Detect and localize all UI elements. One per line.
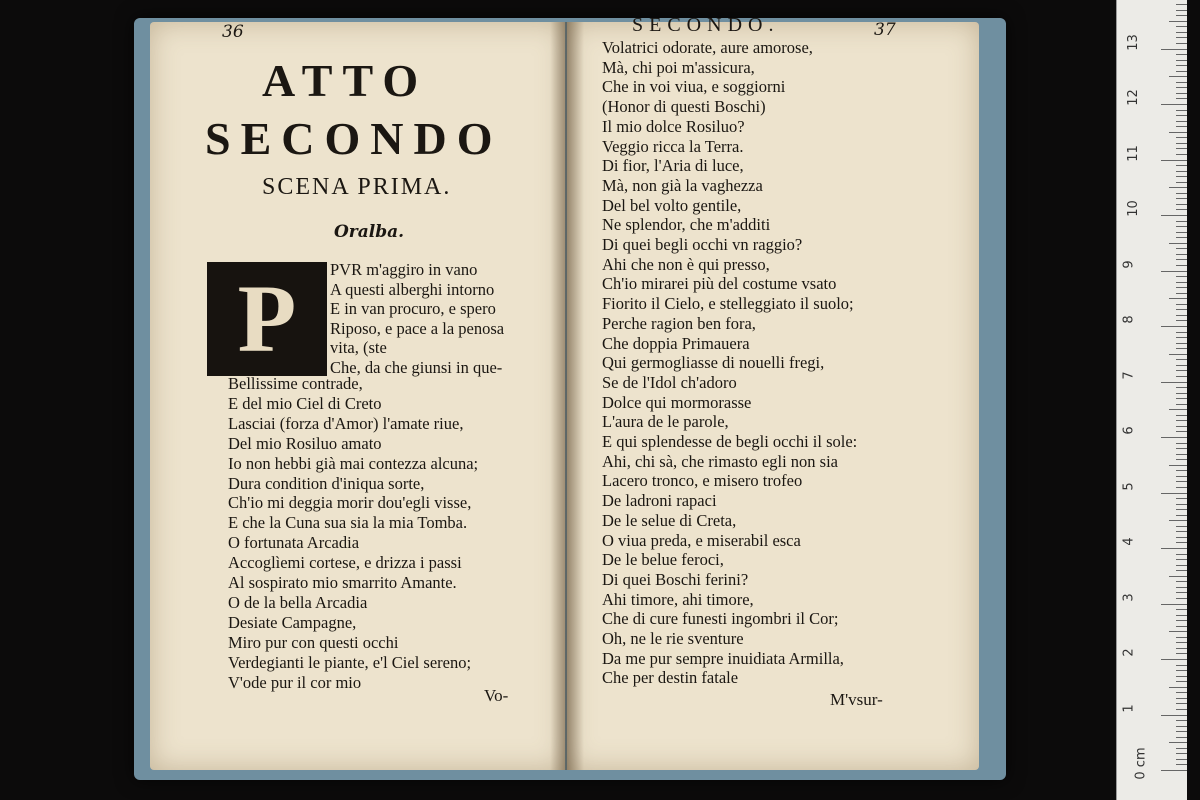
- ruler-tick: [1176, 720, 1187, 721]
- ruler-tick: [1161, 715, 1187, 716]
- ruler-tick: [1176, 276, 1187, 277]
- running-head: SECONDO.: [632, 14, 780, 36]
- ruler-tick: [1176, 121, 1187, 122]
- ruler-tick: [1169, 21, 1187, 22]
- ruler-tick: [1176, 448, 1187, 449]
- ruler-tick: [1176, 359, 1187, 360]
- ruler-tick: [1176, 698, 1187, 699]
- verse-line: Del mio Rosiluo amato: [228, 433, 382, 453]
- ruler-tick: [1176, 670, 1187, 671]
- verse-line: Veggio ricca la Terra.: [602, 136, 744, 156]
- verse-line: A questi alberghi intorno: [330, 279, 495, 299]
- ruler-tick: [1176, 265, 1187, 266]
- ruler-tick: [1176, 65, 1187, 66]
- ruler-tick: [1176, 526, 1187, 527]
- ruler-tick: [1176, 26, 1187, 27]
- ruler-tick: [1169, 465, 1187, 466]
- verse-line: Riposo, e pace a la penosa: [330, 318, 505, 338]
- verse-line: Miro pur con questi occhi: [228, 632, 399, 652]
- ruler-tick: [1161, 215, 1187, 216]
- decorated-initial: [207, 262, 327, 376]
- verse-line: Di fior, l'Aria di luce,: [602, 156, 744, 176]
- ruler-tick: [1176, 209, 1187, 210]
- ruler-tick: [1176, 609, 1187, 610]
- ruler-tick: [1176, 559, 1187, 560]
- verse-line: Dura condition d'iniqua sorte,: [228, 473, 425, 493]
- ruler-tick: [1161, 382, 1187, 383]
- verse-line: Desiate Campagne,: [228, 612, 357, 632]
- ruler-tick: [1176, 387, 1187, 388]
- ruler-tick: [1161, 548, 1187, 549]
- ruler-tick: [1176, 626, 1187, 627]
- verse-line: Ahi che non è qui presso,: [602, 254, 770, 274]
- verse-line: E qui splendesse de begli occhi il sole:: [602, 432, 858, 451]
- ruler-number: 2: [1121, 648, 1137, 657]
- ruler-tick: [1176, 542, 1187, 543]
- ruler-tick: [1176, 498, 1187, 499]
- ruler-tick: [1169, 187, 1187, 188]
- verse-line: Oh, ne le rie sventure: [602, 629, 744, 648]
- ruler-tick: [1176, 87, 1187, 88]
- ruler-tick: [1176, 509, 1187, 510]
- ruler-tick: [1176, 592, 1187, 593]
- verse-line: V'ode pur il cor mio: [228, 672, 362, 692]
- ruler-tick: [1176, 10, 1187, 11]
- ruler-tick: [1176, 82, 1187, 83]
- ruler-tick: [1176, 259, 1187, 260]
- left-page-number: 36: [222, 22, 244, 42]
- ruler-tick: [1176, 642, 1187, 643]
- verse-line: Se de l'Idol ch'adoro: [602, 372, 737, 392]
- ruler-number: 6: [1121, 426, 1137, 435]
- ruler-tick: [1176, 60, 1187, 61]
- ruler-tick: [1161, 271, 1187, 272]
- verse-line: Perche ragion ben fora,: [602, 313, 756, 333]
- verse-line: Lasciai (forza d'Amor) l'amate riue,: [228, 413, 464, 433]
- ruler-tick: [1176, 93, 1187, 94]
- verse-line: Verdegianti le piante, e'l Ciel sereno;: [228, 652, 472, 672]
- ruler-tick: [1176, 237, 1187, 238]
- speaker-name: Oralba.: [334, 222, 405, 242]
- verse-line: De ladroni rapaci: [602, 491, 717, 511]
- ruler-tick: [1169, 576, 1187, 577]
- ruler-tick: [1176, 420, 1187, 421]
- ruler-tick: [1176, 71, 1187, 72]
- verse-line: Qui germogliasse di nouelli fregi,: [602, 353, 825, 373]
- ruler-tick: [1176, 137, 1187, 138]
- ruler-tick: [1161, 770, 1187, 771]
- ruler-tick: [1176, 32, 1187, 33]
- ruler-tick: [1169, 243, 1187, 244]
- ruler-tick: [1176, 154, 1187, 155]
- ruler-tick: [1176, 692, 1187, 693]
- verse-line: (Honor di questi Boschi): [602, 97, 766, 117]
- ruler-number: 13: [1125, 33, 1141, 51]
- ruler-tick: [1176, 343, 1187, 344]
- ruler-number: 8: [1121, 315, 1137, 324]
- ruler-tick: [1176, 598, 1187, 599]
- ruler-tick: [1176, 287, 1187, 288]
- verse-line: Che doppia Primauera: [602, 333, 750, 353]
- ruler-tick: [1161, 326, 1187, 327]
- verse-line: O de la bella Arcadia: [228, 592, 368, 612]
- ruler-tick: [1176, 415, 1187, 416]
- ruler-tick: [1176, 320, 1187, 321]
- ruler-tick: [1161, 659, 1187, 660]
- ruler-tick: [1176, 565, 1187, 566]
- ruler-tick: [1169, 76, 1187, 77]
- ruler-number: 1: [1121, 703, 1137, 713]
- ruler-tick: [1161, 604, 1187, 605]
- verse-line: L'aura de le parole,: [602, 412, 729, 432]
- verse-line: Fiorito il Cielo, e stelleggiato il suolo;: [602, 294, 854, 314]
- ruler-tick: [1176, 193, 1187, 194]
- verse-line: Il mio dolce Rosiluo?: [602, 116, 745, 136]
- ruler-tick: [1176, 332, 1187, 333]
- ruler-tick: [1176, 248, 1187, 249]
- ruler-tick: [1176, 615, 1187, 616]
- verse-line: Ahi, chi sà, che rimasto egli non sia: [602, 451, 838, 471]
- ruler-tick: [1176, 348, 1187, 349]
- ruler-tick: [1176, 648, 1187, 649]
- ruler-number: 7: [1121, 370, 1137, 380]
- verse-line: Ahi timore, ahi timore,: [602, 589, 754, 609]
- ruler-number: 12: [1125, 89, 1141, 106]
- initial-letter: P: [237, 265, 297, 372]
- ruler-tick: [1176, 443, 1187, 444]
- ruler-tick: [1169, 631, 1187, 632]
- verse-line: Che per destin fatale: [602, 668, 739, 688]
- ruler-tick: [1176, 481, 1187, 482]
- ruler-tick: [1169, 409, 1187, 410]
- ruler-number: 10: [1125, 200, 1141, 217]
- ruler-tick: [1176, 143, 1187, 144]
- right-catchword: M'vsur-: [830, 690, 883, 709]
- verse-line: vita, (ste: [330, 338, 387, 358]
- ruler-tick: [1169, 520, 1187, 521]
- verse-line: Ch'io mi deggia morir dou'egli visse,: [228, 493, 472, 513]
- verse-line: Ch'io mirarei più del costume vsato: [602, 274, 837, 294]
- ruler-number: 9: [1121, 259, 1137, 269]
- verse-line: Al sospirato mio smarrito Amante.: [228, 573, 457, 592]
- verse-line: E in van procuro, e spero: [330, 299, 496, 319]
- ruler-tick: [1176, 637, 1187, 638]
- ruler-tick: [1176, 570, 1187, 571]
- verse-line: E del mio Ciel di Creto: [228, 393, 382, 413]
- verse-line: Che in voi viua, e soggiorni: [602, 77, 786, 97]
- verse-line: Accoglìemi cortese, e drizza i passi: [228, 553, 462, 573]
- ruler-tick: [1176, 753, 1187, 754]
- ruler-tick: [1176, 365, 1187, 366]
- ruler-tick: [1176, 665, 1187, 666]
- verse-line: Che di cure funesti ingombri il Cor;: [602, 609, 839, 629]
- ruler-tick: [1176, 176, 1187, 177]
- ruler-tick: [1176, 115, 1187, 116]
- ruler-tick: [1176, 470, 1187, 471]
- verse-line: O fortunata Arcadia: [228, 533, 360, 553]
- ruler-tick: [1176, 764, 1187, 765]
- ruler-tick: [1176, 487, 1187, 488]
- ruler-tick: [1176, 165, 1187, 166]
- verse-line: Mà, non già la vaghezza: [602, 175, 763, 195]
- ruler-tick: [1176, 476, 1187, 477]
- ruler-tick: [1176, 504, 1187, 505]
- ruler-tick: [1176, 148, 1187, 149]
- ruler-tick: [1161, 437, 1187, 438]
- verse-line: Io non hebbi già mai contezza alcuna;: [228, 453, 479, 473]
- verse-line: Ne splendor, che m'additi: [602, 215, 771, 235]
- ruler-tick: [1176, 370, 1187, 371]
- ruler-tick: [1169, 132, 1187, 133]
- left-catchword: Vo-: [484, 686, 509, 705]
- ruler-tick: [1169, 354, 1187, 355]
- ruler-tick: [1176, 98, 1187, 99]
- verse-line: E che la Cuna sua sia la mia Tomba.: [228, 513, 468, 533]
- ruler-tick: [1176, 204, 1187, 205]
- ruler-tick: [1169, 742, 1187, 743]
- ruler-tick: [1161, 160, 1187, 161]
- ruler-tick: [1161, 493, 1187, 494]
- ruler-tick: [1176, 581, 1187, 582]
- ruler-tick: [1176, 537, 1187, 538]
- verse-line: Del bel volto gentile,: [602, 195, 742, 215]
- ruler-tick: [1176, 393, 1187, 394]
- ruler-tick: [1176, 587, 1187, 588]
- ruler-tick: [1176, 4, 1187, 5]
- verse-line: Lacero tronco, e misero trofeo: [602, 471, 803, 491]
- verse-line: Di quei Boschi ferini?: [602, 569, 749, 589]
- verse-line: Mà, chi poi m'assicura,: [602, 57, 755, 77]
- ruler-tick: [1176, 681, 1187, 682]
- ruler-number: 4: [1121, 537, 1137, 546]
- ruler-tick: [1176, 759, 1187, 760]
- ruler-tick: [1176, 515, 1187, 516]
- verse-line: O viua preda, e miserabil esca: [602, 530, 801, 550]
- ruler-tick: [1176, 315, 1187, 316]
- ruler-tick: [1176, 304, 1187, 305]
- ruler-tick: [1161, 104, 1187, 105]
- ruler-tick: [1176, 171, 1187, 172]
- ruler-number: 5: [1121, 481, 1137, 491]
- measuring-ruler: [1116, 0, 1187, 800]
- ruler-tick: [1176, 282, 1187, 283]
- verse-line: Volatrici odorate, aure amorose,: [602, 38, 813, 57]
- ruler-tick: [1161, 49, 1187, 50]
- ruler-tick: [1176, 703, 1187, 704]
- ruler-tick: [1176, 426, 1187, 427]
- ruler-tick: [1176, 43, 1187, 44]
- ruler-tick: [1176, 554, 1187, 555]
- ruler-tick: [1176, 182, 1187, 183]
- ruler-tick: [1176, 404, 1187, 405]
- ruler-tick: [1176, 293, 1187, 294]
- act-heading: ATTO: [262, 55, 429, 106]
- verse-line: De le belue feroci,: [602, 550, 724, 570]
- ruler-tick: [1176, 748, 1187, 749]
- ruler-tick: [1176, 15, 1187, 16]
- ruler-tick: [1176, 653, 1187, 654]
- ruler-tick: [1176, 459, 1187, 460]
- ruler-tick: [1176, 726, 1187, 727]
- ruler-number: 3: [1121, 592, 1137, 602]
- ruler-tick: [1176, 398, 1187, 399]
- ruler-tick: [1176, 431, 1187, 432]
- ruler-tick: [1176, 731, 1187, 732]
- scene-title: SCENA PRIMA.: [262, 174, 452, 200]
- ruler-tick: [1176, 676, 1187, 677]
- act-heading-number: SECONDO: [205, 113, 503, 164]
- ruler-tick: [1176, 226, 1187, 227]
- ruler-tick: [1176, 254, 1187, 255]
- ruler-number: 0 cm: [1133, 747, 1149, 780]
- ruler-tick: [1176, 110, 1187, 111]
- ruler-number: 11: [1125, 144, 1141, 162]
- verse-line: Da me pur sempre inuidiata Armilla,: [602, 648, 844, 668]
- ruler-tick: [1176, 37, 1187, 38]
- ruler-tick: [1176, 620, 1187, 621]
- ruler-tick: [1169, 298, 1187, 299]
- verse-line: Di quei begli occhi vn raggio?: [602, 235, 803, 254]
- verse-line: Che, da che giunsi in que-: [330, 358, 503, 377]
- ruler-tick: [1176, 54, 1187, 55]
- right-page-number: 37: [874, 20, 896, 40]
- verse-line: Bellissime contrade,: [228, 374, 363, 393]
- ruler-tick: [1176, 221, 1187, 222]
- verse-line: Dolce qui mormorasse: [602, 392, 752, 412]
- ruler-tick: [1176, 126, 1187, 127]
- verse-line: PVR m'aggiro in vano: [330, 260, 478, 279]
- ruler-tick: [1176, 737, 1187, 738]
- ruler-tick: [1176, 709, 1187, 710]
- ruler-tick: [1176, 376, 1187, 377]
- ruler-tick: [1169, 687, 1187, 688]
- verse-line: De le selue di Creta,: [602, 510, 737, 530]
- ruler-tick: [1176, 531, 1187, 532]
- ruler-tick: [1176, 454, 1187, 455]
- ruler-tick: [1176, 198, 1187, 199]
- ruler-tick: [1176, 309, 1187, 310]
- ruler-tick: [1176, 337, 1187, 338]
- ruler-tick: [1176, 232, 1187, 233]
